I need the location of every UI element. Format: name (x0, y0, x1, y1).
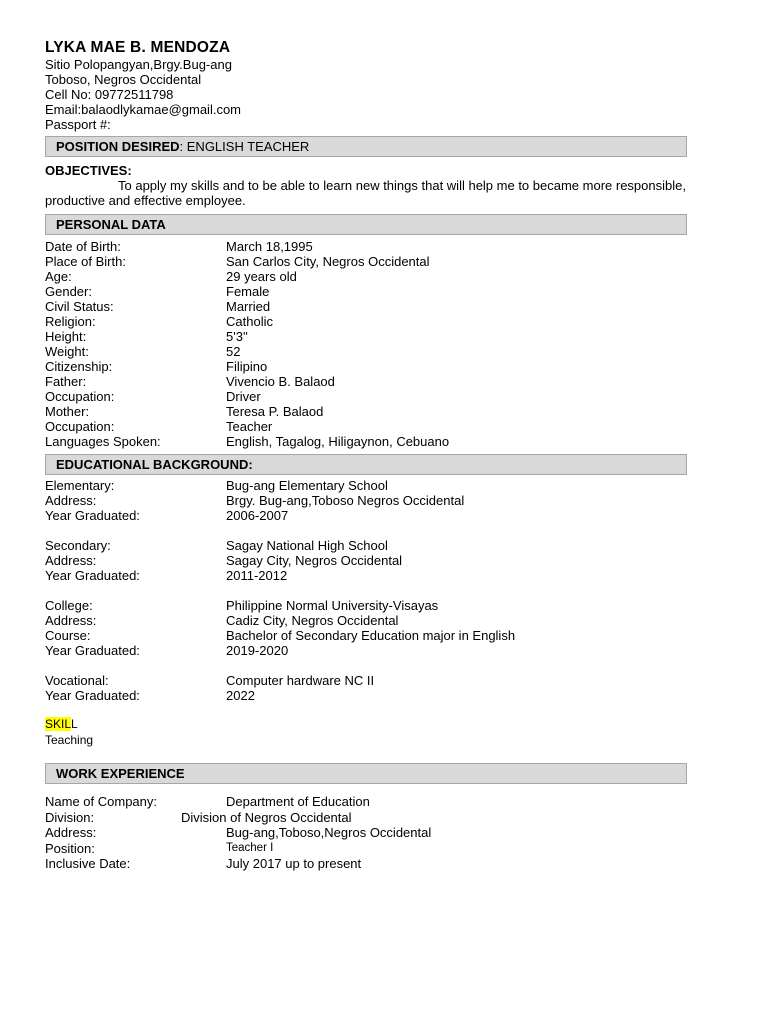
passport: Passport #: (45, 117, 111, 132)
data-row (45, 434, 449, 449)
field-label: Place of Birth: (45, 254, 126, 269)
field-value: 2011-2012 (226, 568, 288, 583)
field-value: Female (226, 284, 270, 299)
work-value: July 2017 up to present (226, 856, 362, 871)
field-label: College: (45, 598, 93, 613)
personal-data-list (45, 239, 449, 449)
personal-data-heading: PERSONAL DATA (56, 217, 166, 232)
field-label: Languages Spoken: (45, 434, 161, 449)
work-key: Name of Company: (45, 794, 157, 809)
address-line-1: Sitio Polopangyan,Brgy.Bug-ang (45, 57, 232, 72)
contact-block (45, 57, 241, 132)
data-row (45, 553, 515, 568)
work-experience-list (45, 794, 431, 872)
field-label: Mother: (45, 404, 90, 419)
applicant-name: LYKA MAE B. MENDOZA (45, 39, 231, 56)
email: Email:balaodlykamae@gmail.com (45, 102, 241, 117)
field-value: Philippine Normal University-Visayas (226, 598, 439, 613)
position-value: : ENGLISH TEACHER (179, 139, 310, 154)
education-heading: EDUCATIONAL BACKGROUND: (56, 457, 253, 472)
skill-heading-highlight: SKIL (45, 717, 72, 731)
education-bar (45, 454, 687, 475)
work-row-company (45, 794, 431, 810)
data-row (45, 419, 449, 434)
data-row (45, 314, 449, 329)
field-label: Elementary: (45, 478, 115, 493)
work-key: Position: (45, 840, 95, 856)
field-value: Bachelor of Secondary Education major in English (226, 628, 516, 643)
field-value: 29 years old (226, 269, 297, 284)
field-label: Occupation: (45, 419, 115, 434)
data-row (45, 508, 515, 523)
data-row (45, 389, 449, 404)
field-label: Address: (45, 613, 97, 628)
position-desired-bar (45, 136, 687, 157)
field-value: Brgy. Bug-ang,Toboso Negros Occidental (226, 493, 465, 508)
skill-text: Teaching (45, 733, 94, 747)
work-value: Department of Education (226, 794, 370, 809)
work-experience-bar (45, 763, 687, 784)
field-label: Date of Birth: (45, 239, 121, 254)
education-list (45, 478, 515, 703)
work-row-address (45, 825, 431, 841)
data-row (45, 688, 515, 703)
field-value: Cadiz City, Negros Occidental (226, 613, 399, 628)
work-value: Teacher I (226, 841, 274, 854)
data-row (45, 538, 515, 553)
data-row (45, 568, 515, 583)
field-value: 2022 (226, 688, 255, 703)
field-label: Gender: (45, 284, 92, 299)
field-value: Driver (226, 389, 261, 404)
data-row (45, 613, 515, 628)
cell-number: Cell No: 09772511798 (45, 87, 174, 102)
data-row (45, 299, 449, 314)
address-line-2: Toboso, Negros Occidental (45, 72, 202, 87)
data-row (45, 374, 449, 389)
field-value: Filipino (226, 359, 268, 374)
data-row (45, 598, 515, 613)
data-row (45, 269, 449, 284)
field-label: Address: (45, 553, 97, 568)
field-value: Married (226, 299, 271, 314)
work-key: Inclusive Date: (45, 856, 131, 871)
field-label: Year Graduated: (45, 508, 140, 523)
objectives-heading: OBJECTIVES: (45, 163, 132, 178)
data-row (45, 404, 449, 419)
data-row (45, 478, 515, 493)
work-value: Bug-ang,Toboso,Negros Occidental (226, 825, 432, 840)
field-label: Secondary: (45, 538, 111, 553)
data-row (45, 628, 515, 643)
work-value: Division of Negros Occidental (181, 809, 352, 825)
field-value: March 18,1995 (226, 239, 313, 254)
field-label: Vocational: (45, 673, 109, 688)
field-label: Citizenship: (45, 359, 113, 374)
field-label: Civil Status: (45, 299, 114, 314)
data-row (45, 493, 515, 508)
work-row-position (45, 841, 431, 857)
field-value: Vivencio B. Balaod (226, 374, 335, 389)
data-row (45, 673, 515, 688)
field-label: Age: (45, 269, 72, 284)
field-value: Computer hardware NC II (226, 673, 375, 688)
field-label: Height: (45, 329, 87, 344)
work-row-division (45, 810, 431, 826)
field-value: Teacher (226, 419, 273, 434)
work-row-date (45, 856, 431, 872)
field-value: San Carlos City, Negros Occidental (226, 254, 430, 269)
field-value: Catholic (226, 314, 273, 329)
work-key: Address: (45, 825, 97, 840)
field-label: Course: (45, 628, 91, 643)
spacer (45, 658, 515, 673)
data-row (45, 254, 449, 269)
field-value: 2019-2020 (226, 643, 289, 658)
data-row (45, 284, 449, 299)
spacer (45, 523, 515, 538)
spacer (45, 583, 515, 598)
field-value: 5'3'' (226, 329, 248, 344)
field-value: Sagay National High School (226, 538, 388, 553)
work-key: Division: (45, 809, 95, 825)
field-label: Religion: (45, 314, 96, 329)
work-experience-heading: WORK EXPERIENCE (56, 766, 185, 781)
field-value: English, Tagalog, Hiligaynon, Cebuano (226, 434, 450, 449)
data-row (45, 643, 515, 658)
field-label: Year Graduated: (45, 688, 140, 703)
field-label: Year Graduated: (45, 643, 140, 658)
field-label: Weight: (45, 344, 89, 359)
field-value: 2006-2007 (226, 508, 289, 523)
skill-heading-rest: L (71, 717, 78, 731)
skill-heading (45, 717, 78, 731)
personal-data-bar (45, 214, 687, 235)
field-value: 52 (226, 344, 241, 359)
objectives-text: To apply my skills and to be able to learn new things that will help me to became more responsible, productive and effective employee. (45, 178, 686, 208)
field-label: Year Graduated: (45, 568, 140, 583)
field-value: Bug-ang Elementary School (226, 478, 388, 493)
field-label: Occupation: (45, 389, 115, 404)
field-value: Teresa P. Balaod (226, 404, 324, 419)
position-label: POSITION DESIRED (56, 139, 180, 154)
data-row (45, 359, 449, 374)
data-row (45, 344, 449, 359)
data-row (45, 239, 449, 254)
field-label: Address: (45, 493, 97, 508)
field-label: Father: (45, 374, 87, 389)
field-value: Sagay City, Negros Occidental (226, 553, 403, 568)
data-row (45, 329, 449, 344)
